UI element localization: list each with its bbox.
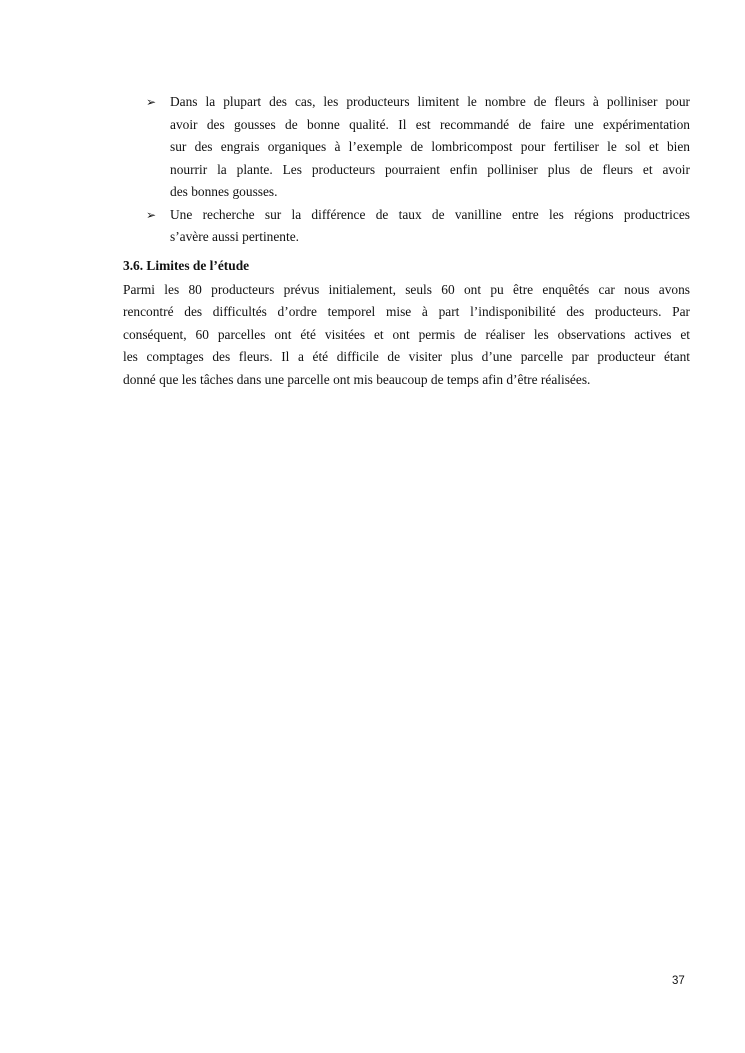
text-line: s’avère aussi pertinente. <box>170 229 300 244</box>
text-line: avoir des gousses de bonne qualité. Il est recommandé de faire une expérimentation <box>170 117 690 132</box>
text-line: sur des engrais organiques à l’exemple de lombricompost pour fertiliser le sol et bien <box>170 139 690 154</box>
arrowhead-bullet-icon: ➢ <box>146 95 157 109</box>
text-line: les comptages des fleurs. Il a été difficile de visiter plus d’une parcelle par producteur étant <box>123 349 690 364</box>
page-number: 37 <box>672 975 685 987</box>
text-line: des bonnes gousses. <box>170 184 278 199</box>
text-line: Dans la plupart des cas, les producteurs limitent le nombre de fleurs à polliniser pour <box>170 94 690 109</box>
text-line: conséquent, 60 parcelles ont été visitées et ont permis de réaliser les observations actives et <box>123 327 690 342</box>
section-heading: 3.6. Limites de l’étude <box>123 258 250 273</box>
text-line: donné que les tâches dans une parcelle ont mis beaucoup de temps afin d’être réalisées. <box>123 372 591 387</box>
text-line: Parmi les 80 producteurs prévus initialement, seuls 60 ont pu être enquêtés car nous avons <box>123 282 690 297</box>
text-line: nourrir la plante. Les producteurs pourraient enfin polliniser plus de fleurs et avoir <box>170 162 690 177</box>
text-line: rencontré des difficultés d’ordre temporel mise à part l’indisponibilité des producteurs. Par <box>123 304 690 319</box>
text-line: Une recherche sur la différence de taux de vanilline entre les régions productrices <box>170 207 690 222</box>
arrowhead-bullet-icon: ➢ <box>146 208 157 222</box>
